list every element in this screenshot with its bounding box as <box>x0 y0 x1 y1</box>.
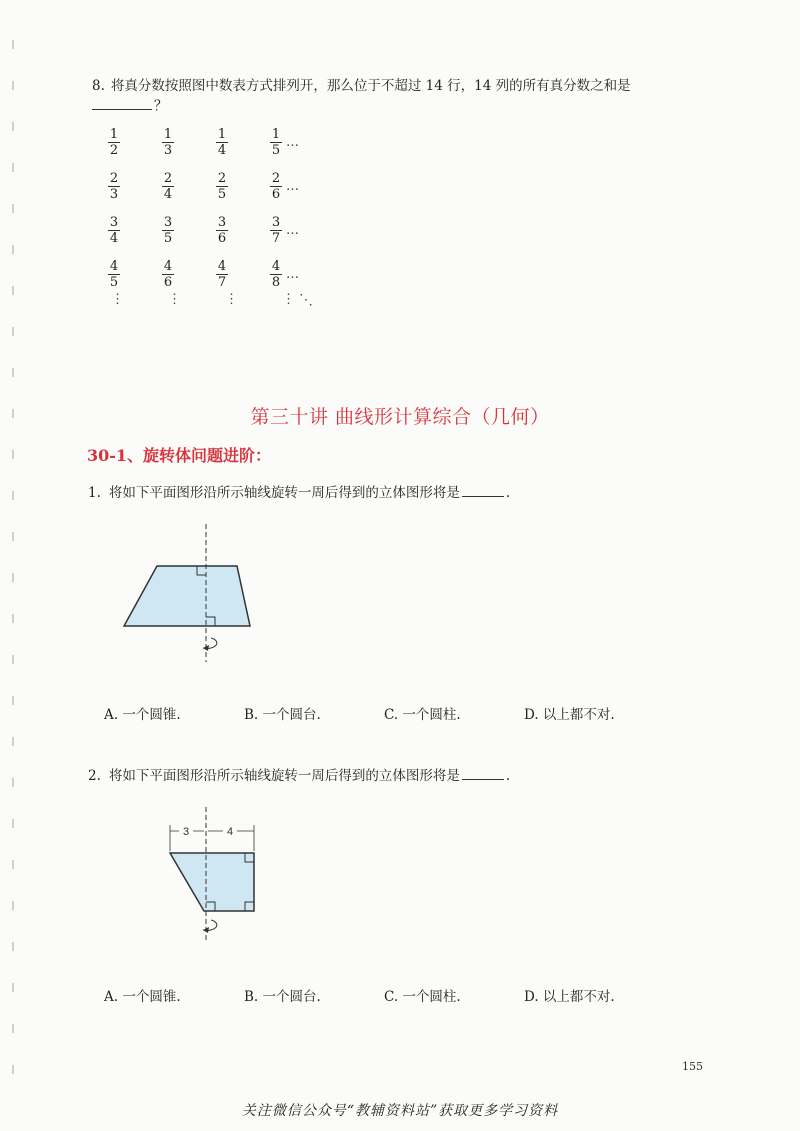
binding-mark <box>12 1024 14 1033</box>
question-number: 8. <box>92 78 105 94</box>
binding-mark <box>12 450 14 459</box>
denominator: 4 <box>109 230 119 246</box>
rotation-arrow-icon <box>203 920 217 930</box>
question-text: 将如下平面图形沿所示轴线旋转一周后得到的立体图形将是 <box>108 768 460 784</box>
fraction <box>108 215 120 246</box>
fraction <box>216 127 228 158</box>
binding-mark <box>12 737 14 746</box>
trapezoid-figure <box>110 520 270 670</box>
fraction-cell <box>108 215 162 246</box>
binding-mark <box>12 40 14 49</box>
binding-mark <box>12 860 14 869</box>
binding-mark <box>12 245 14 254</box>
denominator: 7 <box>271 230 281 246</box>
denominator: 2 <box>109 142 119 158</box>
fraction-cell <box>108 127 162 158</box>
answer-blank <box>462 766 504 780</box>
option-a[interactable]: A. 一个圆锥. <box>104 989 181 1005</box>
denominator: 7 <box>217 274 227 290</box>
fraction-row <box>108 208 324 252</box>
fraction <box>270 259 282 290</box>
binding-mark <box>12 778 14 787</box>
numerator: 3 <box>217 214 227 230</box>
fraction <box>108 259 120 290</box>
binding-mark <box>12 1065 14 1074</box>
fraction <box>162 215 174 246</box>
binding-mark <box>12 204 14 213</box>
numerator: 4 <box>163 258 173 274</box>
fraction-cell <box>216 127 270 158</box>
binding-mark <box>12 573 14 582</box>
dimension-label-right: 4 <box>226 826 234 838</box>
numerator: 3 <box>163 214 173 230</box>
binding-mark <box>12 81 14 90</box>
fraction <box>162 259 174 290</box>
fraction <box>162 127 174 158</box>
dimension-label-left: 3 <box>182 826 190 838</box>
answer-blank <box>92 96 152 110</box>
fraction <box>270 215 282 246</box>
q2-options <box>104 985 664 1005</box>
numerator: 2 <box>163 170 173 186</box>
numerator: 3 <box>109 214 119 230</box>
fraction-cell <box>162 171 216 202</box>
numerator: 2 <box>217 170 227 186</box>
denominator: 5 <box>109 274 119 290</box>
numerator: 2 <box>109 170 119 186</box>
fraction-cell <box>270 215 324 246</box>
binding-mark <box>12 368 14 377</box>
fraction-cell <box>162 259 216 290</box>
fraction-cell <box>162 127 216 158</box>
question-number: 2. <box>88 768 101 784</box>
fraction <box>216 259 228 290</box>
numerator: 4 <box>109 258 119 274</box>
denominator: 3 <box>163 142 173 158</box>
numerator: 2 <box>271 170 281 186</box>
fraction-cell <box>270 171 324 202</box>
denominator: 4 <box>163 186 173 202</box>
denominator: 6 <box>163 274 173 290</box>
binding-mark <box>12 122 14 131</box>
vertical-ellipsis: ⋮ <box>111 292 124 307</box>
ellipsis: … <box>286 266 299 282</box>
numerator: 4 <box>217 258 227 274</box>
fraction-cell <box>216 215 270 246</box>
question-suffix: . <box>505 485 511 501</box>
option-b[interactable]: B. 一个圆台. <box>244 707 321 723</box>
binding-mark <box>12 491 14 500</box>
diagonal-ellipsis: ⋱ <box>299 292 313 308</box>
fraction-cell <box>270 259 324 290</box>
fraction <box>162 171 174 202</box>
question-suffix: ？ <box>154 98 168 114</box>
option-c[interactable]: C. 一个圆柱. <box>384 707 461 723</box>
footer-note: 关注微信公众号“教辅资料站”获取更多学习资料 <box>241 1103 559 1119</box>
ellipsis: … <box>286 134 299 150</box>
quadrilateral-figure <box>160 805 280 945</box>
numerator: 1 <box>109 126 119 142</box>
fraction-row <box>108 164 324 208</box>
fraction <box>108 171 120 202</box>
fraction-table <box>108 120 324 326</box>
binding-mark <box>12 327 14 336</box>
numerator: 1 <box>217 126 227 142</box>
fraction <box>270 171 282 202</box>
numerator: 4 <box>271 258 281 274</box>
question-text: 将如下平面图形沿所示轴线旋转一周后得到的立体图形将是 <box>108 485 460 501</box>
binding-marks <box>12 40 16 1090</box>
binding-mark <box>12 942 14 951</box>
question-2 <box>88 764 510 784</box>
page-number: 155 <box>682 1060 703 1073</box>
vdots-row <box>108 292 324 326</box>
vertical-ellipsis: ⋮ <box>225 292 238 307</box>
fraction-row <box>108 120 324 164</box>
binding-mark <box>12 614 14 623</box>
denominator: 5 <box>271 142 281 158</box>
fraction-cell <box>216 171 270 202</box>
fraction-cell <box>162 215 216 246</box>
q1-options <box>104 703 664 723</box>
binding-mark <box>12 163 14 172</box>
trapezoid-shape <box>124 566 250 626</box>
fraction-cell <box>108 259 162 290</box>
binding-mark <box>12 983 14 992</box>
lecture-title: 第三十讲 曲线形计算综合（几何） <box>250 406 550 428</box>
fraction-row <box>108 252 324 296</box>
question-8 <box>92 76 732 116</box>
ellipsis: … <box>286 178 299 194</box>
denominator: 4 <box>217 142 227 158</box>
denominator: 8 <box>271 274 281 290</box>
question-suffix: . <box>505 768 511 784</box>
denominator: 6 <box>271 186 281 202</box>
binding-mark <box>12 532 14 541</box>
question-1 <box>88 481 510 501</box>
option-b[interactable]: B. 一个圆台. <box>244 989 321 1005</box>
numerator: 1 <box>163 126 173 142</box>
denominator: 3 <box>109 186 119 202</box>
binding-mark <box>12 901 14 910</box>
option-c[interactable]: C. 一个圆柱. <box>384 989 461 1005</box>
binding-mark <box>12 696 14 705</box>
question-number: 1. <box>88 485 101 501</box>
denominator: 5 <box>163 230 173 246</box>
question-text: 将真分数按照图中数表方式排列开，那么位于不超过 14 行，14 列的所有真分数之和是 <box>110 78 631 94</box>
fraction <box>108 127 120 158</box>
fraction-cell <box>270 127 324 158</box>
option-d[interactable]: D. 以上都不对. <box>524 989 615 1005</box>
ellipsis: … <box>286 222 299 238</box>
fraction-cell <box>216 259 270 290</box>
binding-mark <box>12 819 14 828</box>
answer-blank <box>462 483 504 497</box>
vertical-ellipsis: ⋮ <box>282 292 295 307</box>
binding-mark <box>12 655 14 664</box>
denominator: 6 <box>217 230 227 246</box>
binding-mark <box>12 286 14 295</box>
option-a[interactable]: A. 一个圆锥. <box>104 707 181 723</box>
fraction <box>216 171 228 202</box>
numerator: 3 <box>271 214 281 230</box>
vertical-ellipsis: ⋮ <box>168 292 181 307</box>
fraction <box>270 127 282 158</box>
option-d[interactable]: D. 以上都不对. <box>524 707 615 723</box>
rotation-arrow-icon <box>203 638 217 648</box>
fraction-cell <box>108 171 162 202</box>
numerator: 1 <box>271 126 281 142</box>
section-title: 30-1、旋转体问题进阶： <box>87 446 272 465</box>
fraction <box>216 215 228 246</box>
denominator: 5 <box>217 186 227 202</box>
